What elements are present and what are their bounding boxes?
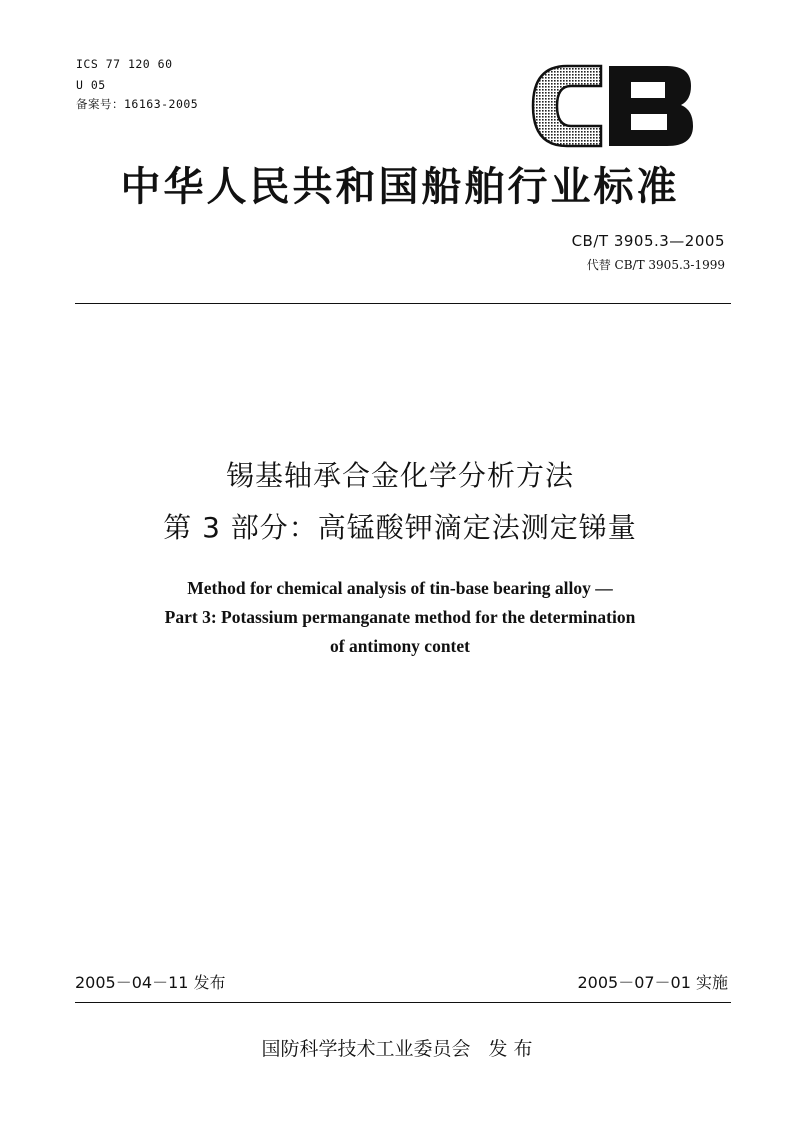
- implement-date: 2005－07－01 实施: [577, 973, 728, 992]
- cb-logo: [527, 62, 697, 150]
- record-number: 备案号：16163-2005: [76, 97, 199, 111]
- issuer-line: [0, 1034, 800, 1061]
- title-en-line1: Method for chemical analysis of tin-base bearing alloy —: [187, 578, 613, 598]
- title-en-line2: Part 3: Potassium permanganate method for the determination: [164, 607, 636, 627]
- header-rule: [75, 303, 731, 304]
- publish-label: 发布: [488, 1038, 539, 1060]
- title-cn-line2: 第 3 部分：高锰酸钾滴定法测定锑量: [163, 511, 637, 544]
- title-en-line3: of antimony contet: [330, 636, 470, 656]
- issuer-name: 国防科学技术工业委员会: [261, 1038, 471, 1060]
- ics-code: ICS 77 120 60: [76, 57, 173, 71]
- footer-rule: [75, 1002, 731, 1003]
- title-cn-line1: 锡基轴承合金化学分析方法: [225, 459, 574, 492]
- issue-date: 2005－04－11 发布: [75, 973, 226, 992]
- ccs-code: U 05: [76, 78, 106, 92]
- standard-number: CB/T 3905.3—2005: [571, 232, 725, 250]
- replaces-standard: 代替 CB/T 3905.3-1999: [586, 258, 725, 272]
- standard-title: 中华人民共和国船舶行业标准: [120, 164, 680, 210]
